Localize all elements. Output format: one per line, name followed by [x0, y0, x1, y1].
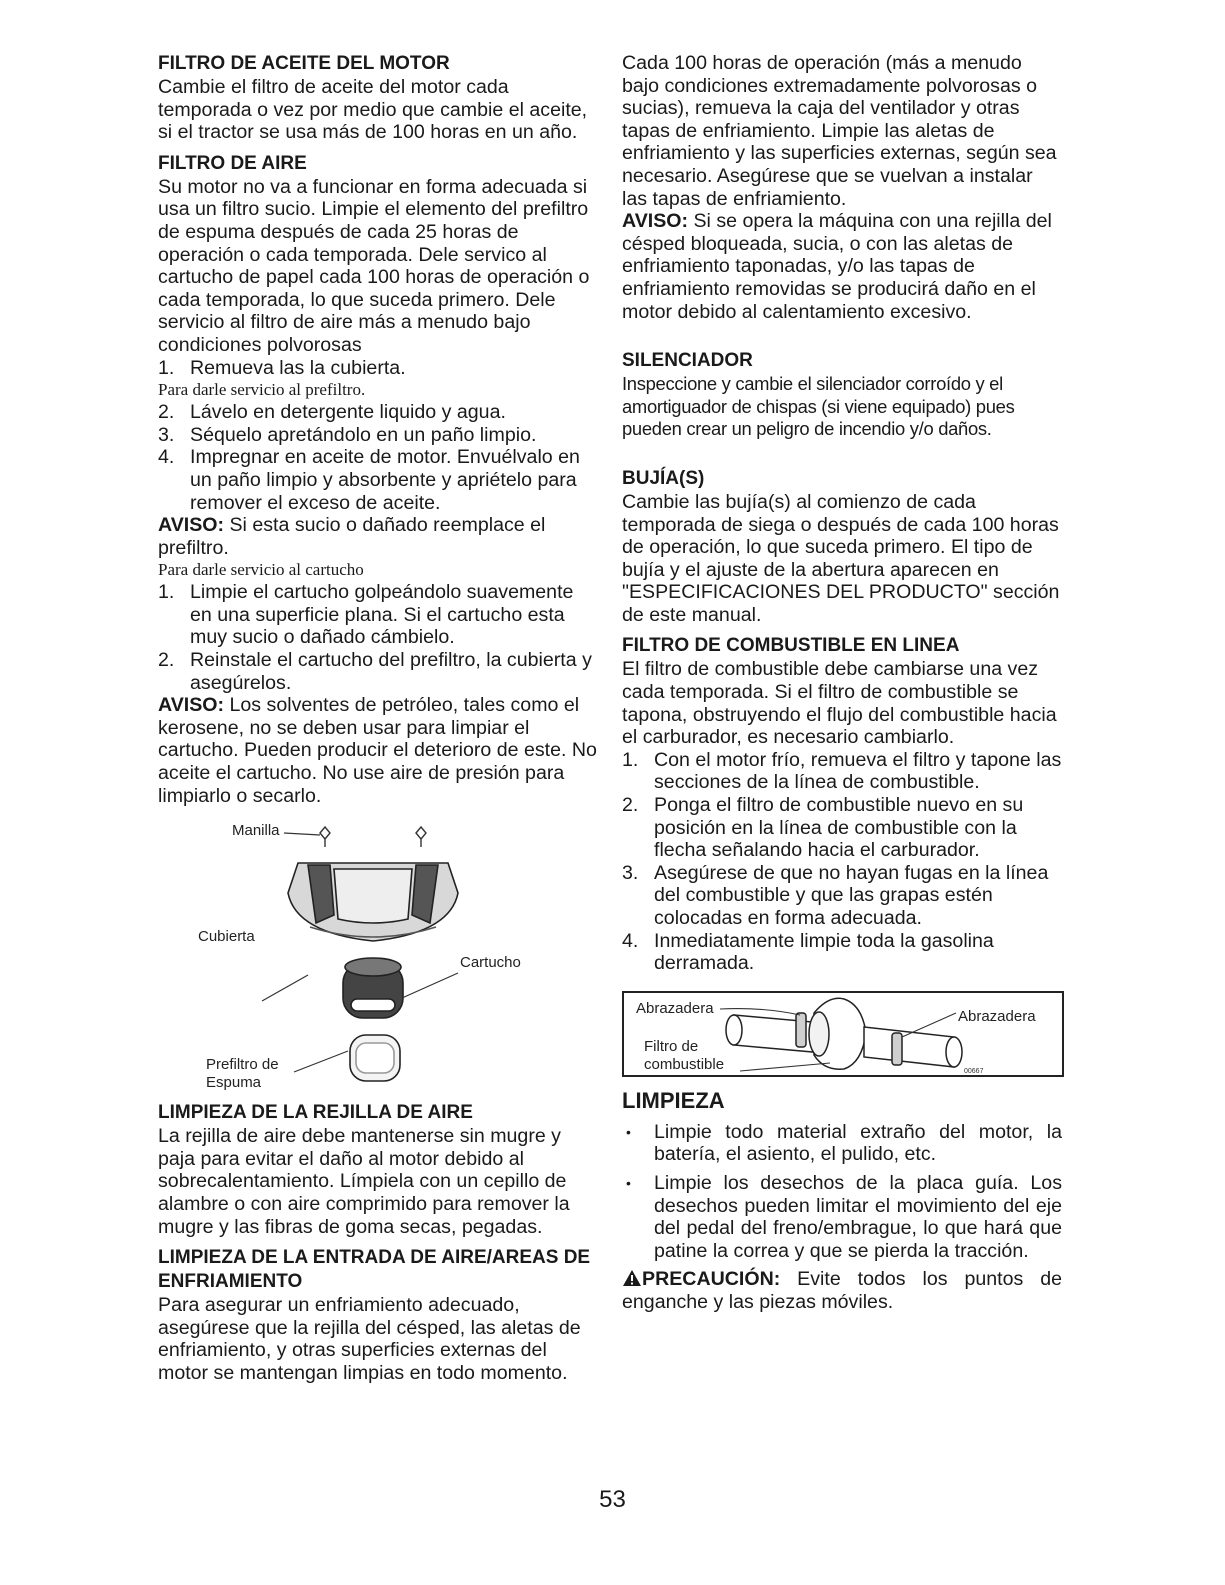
- label-manilla: Manilla: [232, 822, 280, 840]
- list-combustible: [622, 749, 1062, 975]
- label-abrazadera-left: Abrazadera: [636, 999, 714, 1017]
- list-number: 1.: [622, 748, 639, 771]
- fuel-filter-figure: [622, 991, 1064, 1077]
- aviso-solventes: [158, 694, 598, 807]
- list-text: Inmediatamente limpie toda la gasolina derramada.: [654, 929, 994, 975]
- warning-triangle-icon: [622, 1269, 642, 1287]
- list-text: Remueva las la cubierta.: [190, 356, 406, 379]
- list-item: [622, 1121, 1062, 1166]
- list-item: [158, 446, 598, 514]
- precaucion-note: [622, 1268, 1062, 1313]
- list-item: [622, 1172, 1062, 1262]
- knob-left: [320, 827, 330, 839]
- heading-filtro-aceite: FILTRO DE ACEITE DEL MOTOR: [158, 53, 450, 74]
- clamp-right: [892, 1033, 902, 1065]
- hose-right: [864, 1027, 954, 1067]
- knob-right: [416, 827, 426, 839]
- precaucion-text: Evite todos los puntos de enganche y las piezas móviles.: [622, 1268, 1062, 1313]
- list-cubierta: [158, 357, 598, 380]
- bullet-icon: •: [626, 1174, 631, 1191]
- list-limpieza: [622, 1121, 1062, 1263]
- list-item: [158, 424, 598, 447]
- aviso-text: Si se opera la máquina con una rejilla del césped bloqueada, sucia, o con las aletas de enfriamiento taponadas, y/o las tapas de enfriamiento removidas se producirá daño en el motor debido al calentamiento excesivo.: [622, 210, 1052, 323]
- aviso-label: AVISO:: [158, 694, 225, 717]
- clamp-left: [796, 1013, 806, 1047]
- aviso-text: Si esta sucio o dañado reemplace el prefiltro.: [158, 514, 546, 559]
- para-filtro-combustible: El filtro de combustible debe cambiarse una vez cada temporada. Si el filtro de combustible se tapona, obstruyendo el flujo del combustible hacia el carburador, es necesario cambiarlo.: [622, 658, 1057, 749]
- list-number: 4.: [158, 446, 175, 469]
- subheading-prefiltro: Para darle servicio al prefiltro.: [158, 380, 366, 400]
- aviso-label: AVISO:: [622, 210, 689, 233]
- heading-rejilla: LIMPIEZA DE LA REJILLA DE AIRE: [158, 1102, 473, 1124]
- list-text: Impregnar en aceite de motor. Envuélvalo en un paño limpio y absorbente y apriételo para remover el exceso de aceite.: [190, 446, 580, 514]
- left-column: [158, 52, 598, 1385]
- list-text: Lávelo en detergente liquido y agua.: [190, 401, 506, 424]
- list-cartucho: [158, 581, 598, 694]
- list-number: 2.: [158, 649, 175, 672]
- subheading-cartucho: Para darle servicio al cartucho: [158, 560, 364, 580]
- label-cartucho: Cartucho: [460, 954, 521, 972]
- list-item: [158, 649, 598, 694]
- list-text: Limpie los desechos de la placa guía. Los desechos pueden limitar el movimiento del eje del pedal del freno/embrague, lo que hará que patine la correa y que se pierda la tracción.: [654, 1171, 1062, 1262]
- list-item: [622, 794, 1062, 862]
- list-number: 3.: [158, 423, 175, 446]
- heading-filtro-combustible: FILTRO DE COMBUSTIBLE EN LINEA: [622, 635, 960, 657]
- para-silenciador: Inspeccione y cambie el silenciador corroído y el amortiguador de chispas (si viene equipado) pues pueden crear un peligro de incendio y/o daños.: [622, 373, 1015, 440]
- para-rejilla: La rejilla de aire debe mantenerse sin mugre y paja para evitar el daño al motor debido al sobrecalentamiento. Límpiela con un cepillo de alambre o con aire comprimido para remover la mugre y las fibras de goma secas, pegadas.: [158, 1125, 570, 1238]
- heading-entrada-aire: LIMPIEZA DE LA ENTRADA DE AIRE/AREAS DE ENFRIAMIENTO: [158, 1247, 591, 1293]
- cartridge-shape: [343, 958, 403, 1018]
- label-prefiltro: Prefiltro de: [206, 1056, 279, 1074]
- list-number: 1.: [158, 356, 175, 379]
- para-filtro-aceite: Cambie el filtro de aceite del motor cada temporada o vez por medio que cambie el aceite, si el tractor se usa más de 100 horas en un año.: [158, 76, 588, 144]
- para-entrada-aire: Para asegurar un enfriamiento adecuado, asegúrese que la rejilla del césped, las aletas de enfriamiento, y otras superficies externas del motor se mantengan limpias en todo momento.: [158, 1294, 581, 1384]
- list-number: 1.: [158, 581, 175, 604]
- heading-filtro-aire: FILTRO DE AIRE: [158, 152, 307, 174]
- aviso-label: AVISO:: [158, 514, 225, 537]
- right-column: [622, 52, 1062, 1314]
- list-number: 2.: [158, 401, 175, 424]
- bullet-icon: •: [626, 1123, 631, 1140]
- list-text: Reinstale el cartucho del prefiltro, la cubierta y asegúrelos.: [190, 649, 592, 694]
- para-cada-100: Cada 100 horas de operación (más a menudo bajo condiciones extremadamente polvorosas o sucias), remueva la caja del ventilador y otras tapas de enfriamiento. Limpie las aletas de enfriamiento y las superficies externas, según sea necesario. Asegúrese que se vuelvan a instalar las tapas de enfriamiento.: [622, 52, 1057, 210]
- list-item: [158, 581, 598, 649]
- list-text: Séquelo apretándolo en un paño limpio.: [190, 423, 537, 446]
- list-number: 4.: [622, 929, 639, 952]
- aviso-prefiltro: [158, 514, 598, 559]
- air-filter-illustration: [158, 823, 598, 1093]
- label-espuma: Espuma: [206, 1074, 262, 1092]
- para-bujia: Cambie las bujía(s) al comienzo de cada temporada de siega o después de cada 100 horas de operación, lo que suceda primero. El tipo de bujía y el ajuste de la abertura aparecen en "ESPECIFICACIONES DEL PRODUCTO" sección de este manual.: [622, 490, 1060, 626]
- list-item: [158, 357, 598, 380]
- label-combustible: combustible: [644, 1055, 725, 1073]
- list-text: Con el motor frío, remueva el filtro y tapone las secciones de la línea de combustible.: [654, 748, 1062, 794]
- cover-shape: [288, 863, 458, 941]
- list-text: Asegúrese de que no hayan fugas en la línea del combustible y que las grapas estén colocadas en forma adecuada.: [654, 861, 1049, 929]
- prefilter-shape: [350, 1035, 400, 1081]
- heading-limpieza: LIMPIEZA: [622, 1087, 725, 1113]
- precaucion-label: PRECAUCIÓN:: [642, 1268, 781, 1291]
- label-filtro-de: Filtro de: [644, 1037, 699, 1055]
- list-item: [622, 749, 1062, 794]
- figure-code: 00667: [964, 1067, 984, 1075]
- list-prefiltro: [158, 401, 598, 514]
- list-text: Limpie el cartucho golpeándolo suavemente en una superficie plana. Si el cartucho esta muy sucio o dañado cámbielo.: [190, 581, 574, 649]
- list-item: [622, 930, 1062, 975]
- label-cubierta: Cubierta: [198, 928, 255, 946]
- heading-silenciador: SILENCIADOR: [622, 350, 753, 372]
- aviso-text: Los solventes de petróleo, tales como el kerosene, no se deben usar para limpiar el cartucho. Pueden producir el deterioro de este. No aceite el cartucho. No use aire de presión para limpiarlo o secarlo.: [158, 694, 597, 807]
- list-text: Ponga el filtro de combustible nuevo en su posición en la línea de combustible con la flecha señalando hacia el carburador.: [654, 794, 1024, 862]
- page-number: 53: [599, 1486, 626, 1513]
- list-number: 3.: [622, 861, 639, 884]
- label-abrazadera-right: Abrazadera: [958, 1007, 1036, 1025]
- list-item: [158, 401, 598, 424]
- heading-bujia: BUJÍA(S): [622, 467, 705, 489]
- para-filtro-aire: Su motor no va a funcionar en forma adecuada si usa un filtro sucio. Limpie el elemento del prefiltro de espuma después de cada 25 horas de operación o cada temporada. Dele servico al cartucho de papel cada 100 horas de operación o cada temporada, lo que suceda primero. Dele servicio al filtro de aire más a menudo bajo condiciones polvorosas: [158, 175, 590, 356]
- list-item: [622, 862, 1062, 930]
- list-number: 2.: [622, 794, 639, 817]
- list-text: Limpie todo material extraño del motor, la batería, el asiento, el pulido, etc.: [654, 1120, 1062, 1166]
- aviso-rejilla: [622, 210, 1062, 323]
- air-filter-figure: [158, 823, 598, 1093]
